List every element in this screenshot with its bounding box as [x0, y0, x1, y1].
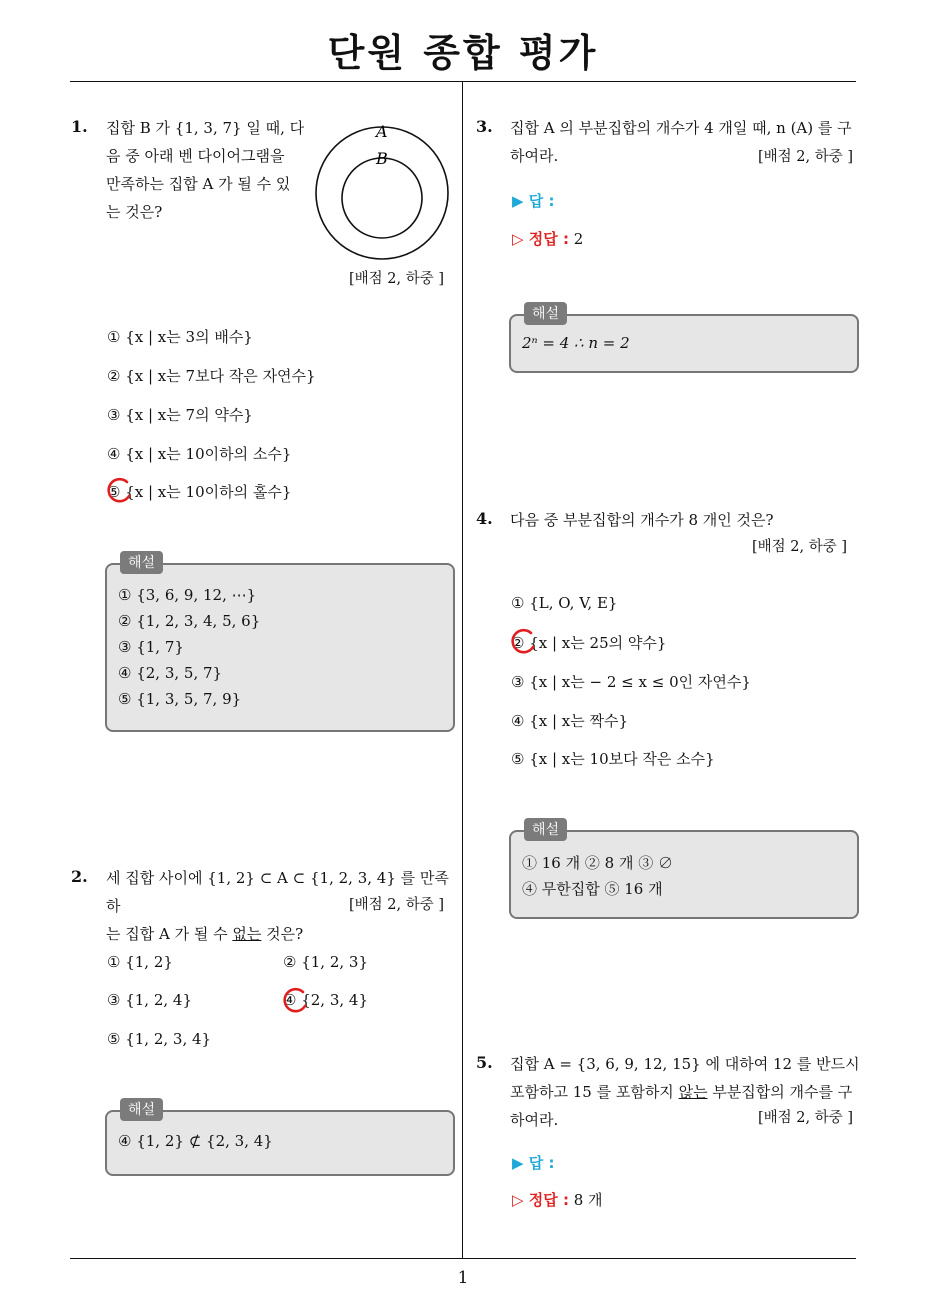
q4-line: 다음 중 부분집합의 개수가 8 개인 것은? — [510, 511, 774, 529]
venn-label-a: A — [376, 122, 388, 141]
q4-solution-tag: 해설 — [524, 818, 567, 841]
q1-line: 음 중 아래 벤 다이어그램을 — [106, 147, 285, 165]
q3-answer-label: ▶ 답 : — [512, 192, 555, 210]
q1-option-4[interactable]: ④ {x | x는 10이하의 소수} — [107, 445, 292, 463]
q1-solution-line: ④ {2, 3, 5, 7} — [118, 664, 223, 682]
column-divider — [462, 82, 463, 1258]
q4-points: [배점 2, 하중 ] — [752, 539, 848, 555]
q1-option-3[interactable]: ③ {x | x는 7의 약수} — [107, 406, 253, 424]
q3-correct-value: 2 — [573, 230, 584, 248]
q2-number: 2. — [71, 867, 88, 886]
q1-points: [배점 2, 하중 ] — [349, 271, 445, 287]
venn-set-a-circle — [316, 127, 448, 259]
q3-line: 하여라. — [510, 147, 559, 165]
q3-solution-line: 2ⁿ = 4 ∴ n = 2 — [522, 334, 630, 352]
venn-label-b: B — [376, 149, 388, 168]
q4-solution-lines — [522, 850, 673, 902]
q2-underlined-word: 없는 — [232, 925, 262, 943]
q3-points: [배점 2, 하중 ] — [758, 149, 854, 165]
q5-points: [배점 2, 하중 ] — [758, 1110, 854, 1126]
q1-line: 만족하는 집합 A 가 될 수 있 — [106, 175, 291, 193]
q1-line: 집합 B 가 {1, 3, 7} 일 때, 다 — [106, 119, 305, 137]
q1-option-5[interactable]: ⑤ {x | x는 10이하의 홀수} — [107, 483, 292, 501]
venn-set-b-circle — [342, 158, 422, 238]
q1-option-2[interactable]: ② {x | x는 7보다 작은 자연수} — [107, 367, 316, 385]
q5-line: 하여라. — [510, 1111, 559, 1129]
q2-option-2[interactable]: ② {1, 2, 3} — [283, 953, 369, 971]
q5-number: 5. — [476, 1053, 493, 1072]
page-title: 단원 종합 평가 — [327, 31, 599, 75]
q1-number: 1. — [71, 117, 88, 136]
q5-line: 집합 A = {3, 6, 9, 12, 15} 에 대하여 12 를 반드시 — [510, 1055, 860, 1073]
q2-line: 는 집합 A 가 될 수 — [106, 925, 233, 943]
q1-text — [106, 114, 306, 226]
q5-underlined-word: 않는 — [678, 1083, 708, 1101]
q2-line-tail: 것은? — [261, 925, 304, 943]
q5-line: 포함하고 15 를 포함하지 — [510, 1083, 679, 1101]
top-divider — [70, 81, 856, 82]
q3-solution-tag: 해설 — [524, 302, 567, 325]
q5-correct-label: ▷ 정답 : — [512, 1191, 569, 1209]
q1-solution-line: ③ {1, 7} — [118, 638, 184, 656]
q4-option-2[interactable]: ② {x | x는 25의 약수} — [511, 634, 667, 652]
bottom-divider — [70, 1258, 856, 1259]
q2-answer-circle-icon — [279, 986, 309, 1016]
q4-option-5[interactable]: ⑤ {x | x는 10보다 작은 소수} — [511, 750, 715, 768]
q1-option-1[interactable]: ① {x | x는 3의 배수} — [107, 328, 253, 346]
q2-option-1[interactable]: ① {1, 2} — [107, 953, 173, 971]
q1-answer-circle-icon — [103, 476, 133, 506]
q5-answer-label: ▶ 답 : — [512, 1154, 555, 1172]
q3-correct-answer — [512, 228, 583, 249]
q4-solution-line: ① 16 개 ② 8 개 ③ ∅ — [522, 854, 673, 872]
q4-number: 4. — [476, 509, 493, 528]
q5-correct-answer — [512, 1189, 603, 1210]
q3-number: 3. — [476, 117, 493, 136]
q5-line-tail: 부분집합의 개수를 구 — [707, 1083, 853, 1101]
q3-correct-label: ▷ 정답 : — [512, 230, 569, 248]
q1-venn-diagram — [310, 118, 455, 268]
q2-solution-tag: 해설 — [120, 1098, 163, 1121]
page-number: 1 — [457, 1268, 469, 1288]
q4-text — [510, 506, 860, 534]
q5-correct-value: 8 개 — [573, 1191, 603, 1209]
q1-solution-line: ① {3, 6, 9, 12, ⋯} — [118, 586, 257, 604]
q1-solution-lines — [118, 582, 260, 712]
q4-option-4[interactable]: ④ {x | x는 짝수} — [511, 712, 629, 730]
q2-line: 세 집합 사이에 {1, 2} ⊂ A ⊂ {1, 2, 3, 4} 를 만족하 — [106, 869, 449, 915]
q2-option-5[interactable]: ⑤ {1, 2, 3, 4} — [107, 1030, 212, 1048]
q4-option-1[interactable]: ① {L, O, V, E} — [511, 594, 618, 612]
q1-solution-tag: 해설 — [120, 551, 163, 574]
q1-line: 는 것은? — [106, 203, 163, 221]
q4-option-3[interactable]: ③ {x | x는 − 2 ≤ x ≤ 0인 자연수} — [511, 673, 751, 691]
q4-answer-circle-icon — [507, 627, 537, 657]
q4-solution-line: ④ 무한집합 ⑤ 16 개 — [522, 880, 663, 898]
q2-option-4[interactable]: ④ {2, 3, 4} — [283, 991, 369, 1009]
q1-solution-line: ⑤ {1, 3, 5, 7, 9} — [118, 690, 242, 708]
q2-points: [배점 2, 하중 ] — [349, 897, 445, 913]
q1-solution-line: ② {1, 2, 3, 4, 5, 6} — [118, 612, 261, 630]
q3-line: 집합 A 의 부분집합의 개수가 4 개일 때, n (A) 를 구 — [510, 119, 852, 137]
q2-option-3[interactable]: ③ {1, 2, 4} — [107, 991, 193, 1009]
q2-solution-line: ④ {1, 2} ⊄ {2, 3, 4} — [118, 1132, 273, 1150]
